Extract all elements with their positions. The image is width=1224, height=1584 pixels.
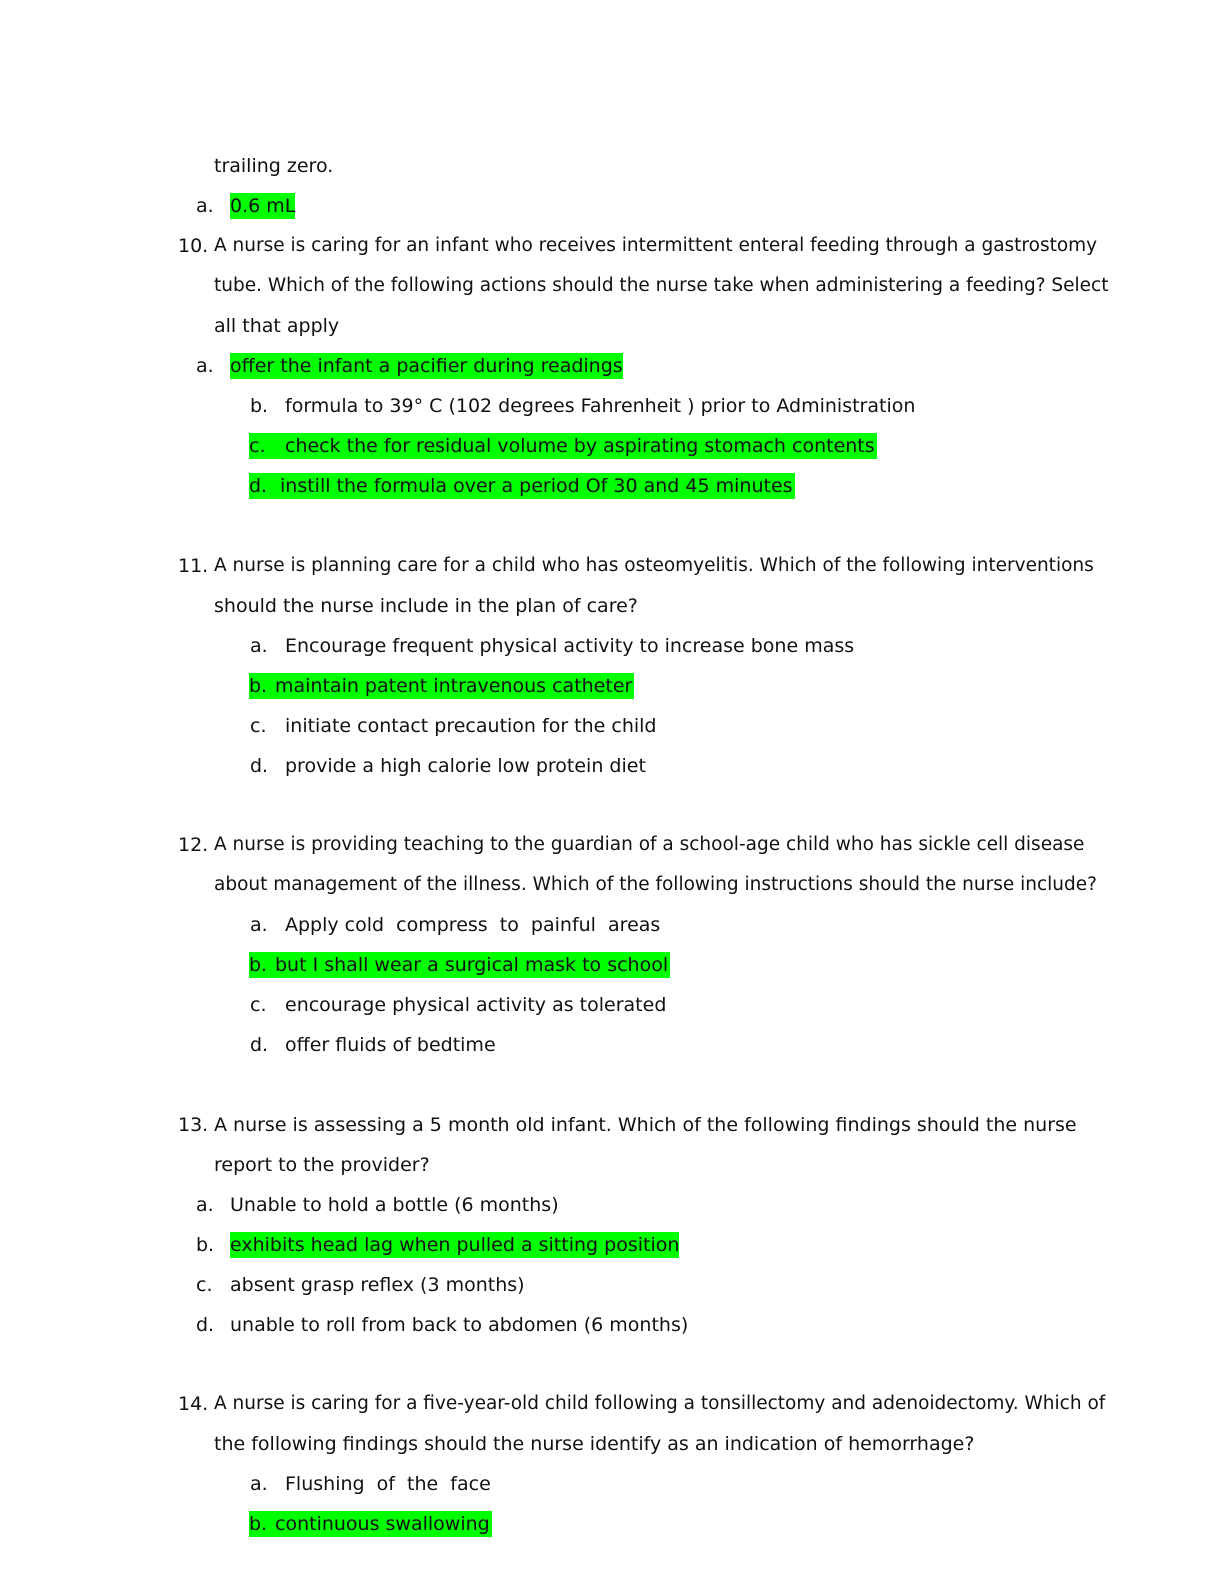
option-marker: c. [196,1274,213,1296]
question-number: 11. [178,555,209,577]
option-marker: b. [249,954,268,976]
question-text: A nurse is caring for an infant who receives intermittent enteral feeding through a gastrostomy [214,235,1098,256]
answer-option: encourage physical activity as tolerated [285,994,667,1016]
answer-option: Apply cold compress to painful areas [285,914,661,936]
question-text: about management of the illness. Which of the following instructions should the nurse include? [214,874,1097,895]
answer-option: Flushing of the face [285,1473,491,1495]
answer-option: Encourage frequent physical activity to increase bone mass [285,635,855,657]
option-marker: d. [249,475,268,497]
question-number: 13. [178,1114,209,1136]
answer-option: unable to roll from back to abdomen (6 months) [230,1314,689,1336]
answer-option-highlighted: exhibits head lag when pulled a sitting position [230,1234,680,1256]
question-number: 14. [178,1393,209,1415]
option-marker: c. [250,715,267,737]
answer-option-highlighted [249,952,670,978]
option-marker: b. [196,1234,215,1256]
answer-option-highlighted [249,1511,492,1537]
answer-option-text: but I shall wear a surgical mask to school [275,954,669,976]
option-marker: d. [250,755,269,777]
answer-option-text: continuous swallowing [275,1513,490,1535]
answer-option-text: maintain patent intravenous catheter [275,675,633,697]
answer-option: Unable to hold a bottle (6 months) [230,1194,559,1216]
question-text: trailing zero. [214,155,334,177]
answer-option-text: instill the formula over a period Of 30 and 45 minutes [280,475,793,497]
answer-option: offer fluids of bedtime [285,1034,496,1056]
option-marker: d. [250,1034,269,1056]
question-text: A nurse is caring for a five-year-old child following a tonsillectomy and adenoidectomy. Which of [214,1393,1106,1414]
answer-option: absent grasp reflex (3 months) [230,1274,525,1296]
option-marker: b. [249,675,268,697]
answer-option-highlighted [249,473,795,499]
answer-option-highlighted: 0.6 mL [230,195,296,217]
option-marker: a. [250,635,268,657]
option-marker: d. [196,1314,215,1336]
answer-option: formula to 39° C (102 degrees Fahrenheit ) prior to Administration [285,395,916,417]
option-marker: b. [249,1513,268,1535]
option-marker: a. [250,1473,268,1495]
option-marker: b. [250,395,269,417]
answer-option-text: check the for residual volume by aspirating stomach contents [285,435,875,457]
question-text: the following findings should the nurse identify as an indication of hemorrhage? [214,1433,975,1455]
answer-option-highlighted: offer the infant a pacifier during readings [230,355,623,377]
option-marker: a. [250,914,268,936]
question-text: report to the provider? [214,1154,430,1176]
option-marker: c. [249,435,266,457]
answer-option: initiate contact precaution for the child [285,715,657,737]
answer-option-highlighted [249,673,634,699]
question-text: A nurse is planning care for a child who has osteomyelitis. Which of the following interventions [214,555,1094,576]
question-text: A nurse is assessing a 5 month old infant. Which of the following findings should the nurse [214,1114,1077,1136]
answer-option-highlighted [249,433,877,459]
question-text: should the nurse include in the plan of care? [214,595,638,617]
option-marker: a. [196,355,214,377]
question-number: 10. [178,235,209,257]
question-number: 12. [178,834,209,856]
question-text: A nurse is providing teaching to the guardian of a school-age child who has sickle cell disease [214,834,1085,855]
option-marker: a. [196,1194,214,1216]
answer-option: provide a high calorie low protein diet [285,755,646,777]
question-text: all that apply [214,315,340,337]
question-text: tube. Which of the following actions should the nurse take when administering a feeding? Select [214,275,1109,296]
option-marker: a. [196,195,214,217]
option-marker: c. [250,994,267,1016]
